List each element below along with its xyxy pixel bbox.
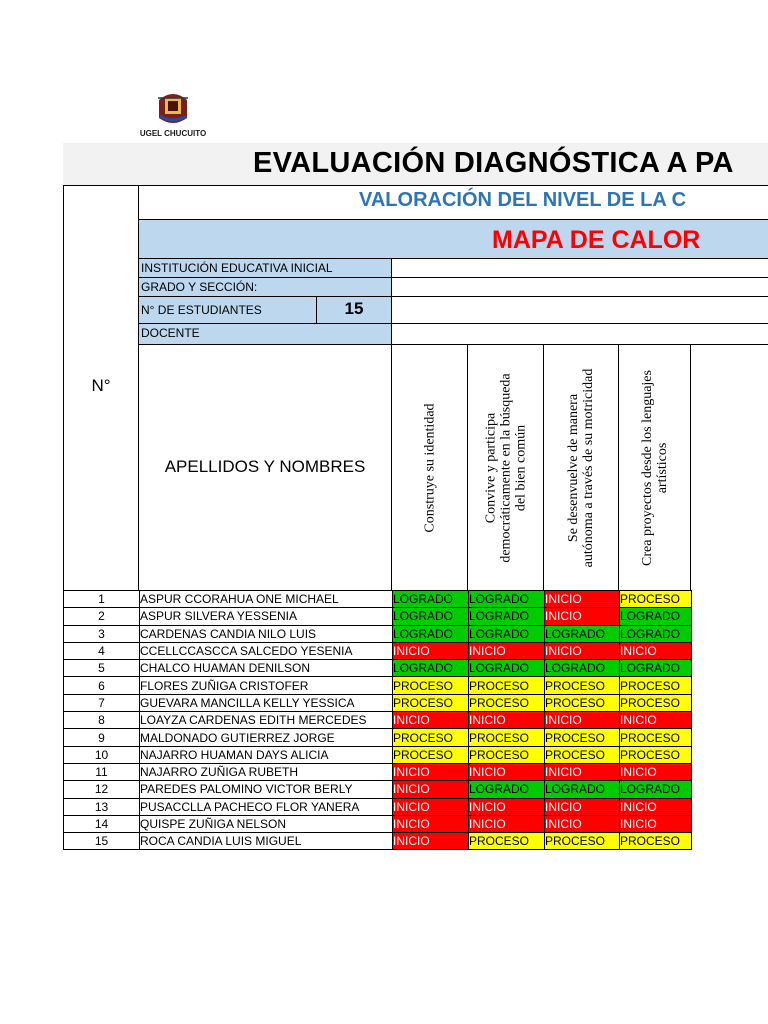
table-row [64,642,692,659]
level-cell-logrado: LOGRADO [393,660,469,677]
student-name: PUSACCLLA PACHECO FLOR YANERA [140,798,393,815]
number-header-cell [63,185,139,591]
level-cell-inicio: INICIO [620,712,692,729]
student-name: GUEVARA MANCILLA KELLY YESSICA [140,694,393,711]
table-row [64,694,692,711]
level-cell-logrado: LOGRADO [469,591,545,608]
row-number: 4 [64,642,140,659]
table-row [64,591,692,608]
level-cell-proceso: PROCESO [469,677,545,694]
level-cell-inicio: INICIO [393,763,469,780]
level-cell-inicio: INICIO [545,763,620,780]
table-row [64,677,692,694]
row-number: 12 [64,781,140,798]
level-cell-inicio: INICIO [393,798,469,815]
table-row [64,833,692,850]
table-row [64,746,692,763]
level-cell-inicio: INICIO [545,815,620,832]
level-cell-proceso: PROCESO [620,746,692,763]
competency-label-2: Convive y participa democráticamente en la búsqueda del bien común [483,372,528,563]
level-cell-inicio: INICIO [393,642,469,659]
level-cell-logrado: LOGRADO [545,781,620,798]
level-cell-inicio: INICIO [393,712,469,729]
names-header-cell [138,344,392,591]
student-name: LOAYZA CARDENAS EDITH MERCEDES [140,712,393,729]
level-cell-proceso: PROCESO [620,591,692,608]
level-cell-inicio: INICIO [393,833,469,850]
student-name: ASPUR CCORAHUA ONE MICHAEL [140,591,393,608]
level-cell-inicio: INICIO [545,608,620,625]
level-cell-logrado: LOGRADO [620,781,692,798]
level-cell-proceso: PROCESO [545,833,620,850]
table-row [64,608,692,625]
level-cell-inicio: INICIO [545,712,620,729]
student-name: CCELLCCASCCA SALCEDO YESENIA [140,642,393,659]
level-cell-proceso: PROCESO [620,833,692,850]
student-name: ASPUR SILVERA YESSENIA [140,608,393,625]
level-cell-proceso: PROCESO [545,694,620,711]
level-cell-proceso: PROCESO [393,694,469,711]
title-band [63,143,768,185]
competency-header-4 [618,344,691,591]
row-number: 2 [64,608,140,625]
students-count[interactable]: 15 [316,296,392,324]
students-extra-field [391,296,768,324]
student-name: QUISPE ZUÑIGA NELSON [140,815,393,832]
institution-field[interactable] [391,258,768,278]
level-cell-inicio: INICIO [393,781,469,798]
table-row [64,815,692,832]
student-name: NAJARRO HUAMAN DAYS ALICIA [140,746,393,763]
level-cell-logrado: LOGRADO [545,625,620,642]
ugel-logo [134,88,212,142]
row-number: 7 [64,694,140,711]
heatmap-table-body [64,591,692,850]
subtitle: VALORACIÓN DEL NIVEL DE LA C [359,189,687,211]
level-cell-inicio: INICIO [469,712,545,729]
student-name: CHALCO HUAMAN DENILSON [140,660,393,677]
row-number: 8 [64,712,140,729]
table-row [64,729,692,746]
competency-label-4: Crea proyectos desde los lenguajes artísticos [639,369,670,566]
level-cell-proceso: PROCESO [393,677,469,694]
level-cell-logrado: LOGRADO [393,591,469,608]
teacher-label: DOCENTE [138,323,392,345]
names-column-header: APELLIDOS Y NOMBRES [164,457,366,476]
page-title: EVALUACIÓN DIAGNÓSTICA A PA [253,147,734,179]
level-cell-logrado: LOGRADO [620,660,692,677]
level-cell-proceso: PROCESO [469,694,545,711]
grade-field[interactable] [391,277,768,297]
competency-header-3 [543,344,619,591]
row-number: 6 [64,677,140,694]
row-number: 10 [64,746,140,763]
teacher-field[interactable] [391,323,768,345]
row-number: 3 [64,625,140,642]
table-row [64,660,692,677]
level-cell-inicio: INICIO [469,763,545,780]
level-cell-logrado: LOGRADO [393,608,469,625]
student-name: NAJARRO ZUÑIGA RUBETH [140,763,393,780]
level-cell-logrado: LOGRADO [469,660,545,677]
row-number: 14 [64,815,140,832]
level-cell-proceso: PROCESO [393,746,469,763]
level-cell-inicio: INICIO [620,763,692,780]
level-cell-logrado: LOGRADO [620,608,692,625]
number-column-header: N° [91,376,111,395]
level-cell-logrado: LOGRADO [620,625,692,642]
level-cell-proceso: PROCESO [545,729,620,746]
student-name: MALDONADO GUTIERREZ JORGE [140,729,393,746]
level-cell-logrado: LOGRADO [393,625,469,642]
level-cell-logrado: LOGRADO [469,781,545,798]
row-number: 1 [64,591,140,608]
table-row [64,781,692,798]
level-cell-inicio: INICIO [545,642,620,659]
level-cell-inicio: INICIO [393,815,469,832]
student-name: ROCA CANDIA LUIS MIGUEL [140,833,393,850]
level-cell-proceso: PROCESO [545,746,620,763]
competency-header-1 [391,344,468,591]
level-cell-proceso: PROCESO [469,746,545,763]
level-cell-inicio: INICIO [469,798,545,815]
row-number: 15 [64,833,140,850]
competency-header-2 [467,344,544,591]
table-row [64,712,692,729]
level-cell-inicio: INICIO [545,798,620,815]
heatmap-table [63,590,692,850]
level-cell-proceso: PROCESO [469,729,545,746]
students-label: N° DE ESTUDIANTES [138,296,317,324]
level-cell-proceso: PROCESO [393,729,469,746]
competency-label-1: Construye su identidad [422,402,437,533]
level-cell-inicio: INICIO [469,642,545,659]
level-cell-inicio: INICIO [620,815,692,832]
competency-label-3: Se desenvuelve de manera autónoma a través de su motricidad [566,368,596,567]
heatmap-title: MAPA DE CALOR [492,226,701,254]
row-number: 5 [64,660,140,677]
table-row [64,763,692,780]
level-cell-logrado: LOGRADO [469,608,545,625]
student-name: FLORES ZUÑIGA CRISTOFER [140,677,393,694]
level-cell-logrado: LOGRADO [545,660,620,677]
row-number: 11 [64,763,140,780]
level-cell-inicio: INICIO [620,642,692,659]
level-cell-logrado: LOGRADO [469,625,545,642]
row-number: 9 [64,729,140,746]
table-row [64,625,692,642]
level-cell-proceso: PROCESO [620,677,692,694]
level-cell-inicio: INICIO [620,798,692,815]
level-cell-inicio: INICIO [469,815,545,832]
logo-text: UGEL CHUCUITO [139,129,207,138]
level-cell-proceso: PROCESO [469,833,545,850]
level-cell-inicio: INICIO [545,591,620,608]
crest-icon [156,88,190,128]
grade-label: GRADO Y SECCIÓN: [138,277,392,297]
institution-label: INSTITUCIÓN EDUCATIVA INICIAL [138,258,392,278]
level-cell-proceso: PROCESO [620,729,692,746]
row-number: 13 [64,798,140,815]
student-name: PAREDES PALOMINO VICTOR BERLY [140,781,393,798]
student-name: CARDENAS CANDIA NILO LUIS [140,625,393,642]
level-cell-proceso: PROCESO [545,677,620,694]
level-cell-proceso: PROCESO [620,694,692,711]
table-row [64,798,692,815]
